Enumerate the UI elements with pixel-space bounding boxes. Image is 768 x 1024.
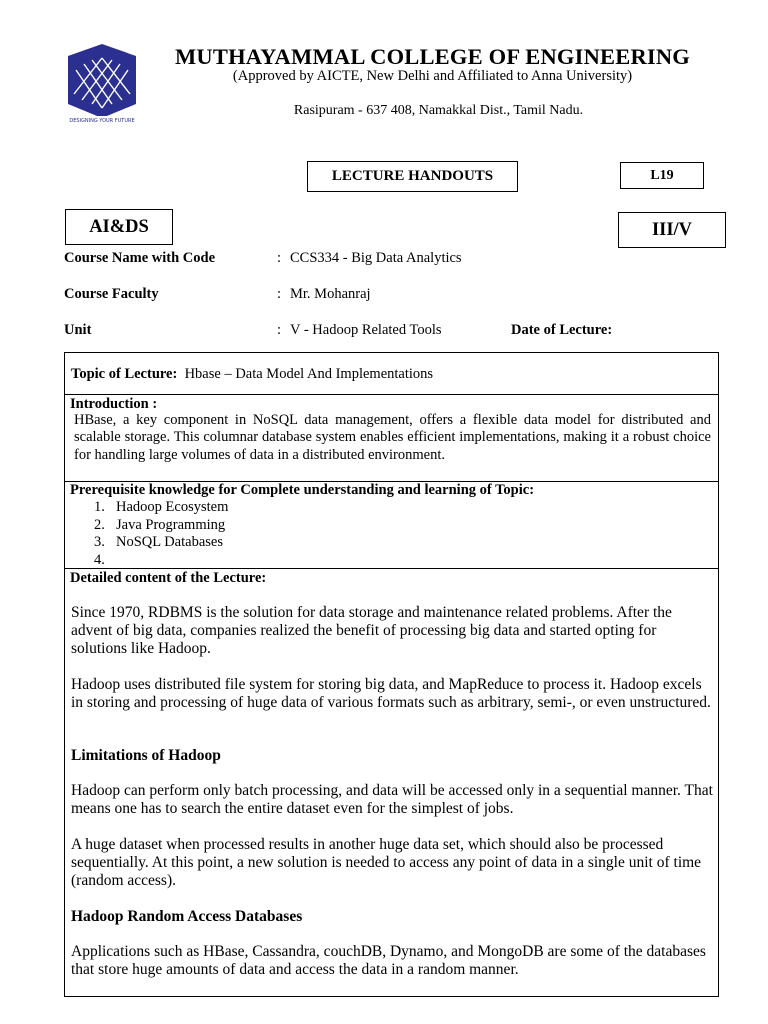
topic-row: [71, 366, 433, 383]
list-item: 4.: [94, 551, 105, 568]
unit-label: Unit: [64, 322, 92, 338]
handout-title-box: LECTURE HANDOUTS: [307, 161, 518, 192]
paragraph-batch: Hadoop can perform only batch processing, and data will be accessed only in a sequential manner. That means one has to search the entire dataset even for the simplest of jobs.: [71, 782, 713, 817]
prerequisite-label: Prerequisite knowledge for Complete understanding and learning of Topic:: [70, 482, 535, 498]
heading-random-access-dbs: Hadoop Random Access Databases: [71, 908, 303, 925]
list-item: 2. Java Programming: [94, 516, 226, 533]
department-box: AI&DS: [65, 209, 173, 245]
paragraph-random-access: A huge dataset when processed results in another huge data set, which should also be processed sequentially. At this point, a new solution is needed to access any point of data in a single unit of time (random access).: [71, 836, 702, 889]
topic-label: Topic of Lecture:: [71, 366, 178, 382]
year-semester-box: III/V: [618, 212, 726, 248]
course-faculty-colon: :: [277, 286, 282, 302]
paragraph-rdbms: Since 1970, RDBMS is the solution for data storage and maintenance related problems. After the advent of big data, companies realized the benefit of processing big data and started opting for solutions like Hadoop.: [71, 604, 672, 657]
course-faculty-label: Course Faculty: [64, 286, 159, 302]
detailed-content-label: Detailed content of the Lecture:: [70, 570, 267, 586]
list-item: 3. NoSQL Databases: [94, 534, 223, 551]
unit-colon: :: [277, 322, 282, 338]
college-name: MUTHAYAMMAL COLLEGE OF ENGINEERING: [175, 44, 690, 69]
introduction-label: Introduction :: [70, 396, 158, 412]
divider: [64, 394, 719, 395]
prerequisite-list: [70, 499, 228, 569]
heading-limitations: Limitations of Hadoop: [71, 747, 221, 764]
paragraph-applications: Applications such as HBase, Cassandra, couchDB, Dynamo, and MongoDB are some of the databases that store huge amounts of data and access the data in a random manner.: [71, 943, 706, 978]
date-of-lecture-label: Date of Lecture:: [511, 322, 613, 338]
topic-value: Hbase – Data Model And Implementations: [184, 366, 434, 382]
course-name-label: Course Name with Code: [64, 250, 216, 266]
introduction-text: HBase, a key component in NoSQL data management, offers a flexible data model for distributed and scalable storage. This columnar database system enables efficient implementations, making it a robust choice for handling large volumes of data in a distributed environment.: [74, 412, 711, 463]
unit-value: V - Hadoop Related Tools: [290, 322, 442, 338]
course-faculty-value: Mr. Mohanraj: [290, 286, 371, 302]
paragraph-hadoop: Hadoop uses distributed file system for storing big data, and MapReduce to process it. Hadoop excels in storing and processing of huge data of various formats such as arbitrary, semi-, or even unstructured.: [71, 676, 711, 711]
course-name-colon: :: [277, 250, 282, 266]
lecture-number-box: L19: [620, 162, 704, 189]
college-address: Rasipuram - 637 408, Namakkal Dist., Tamil Nadu.: [293, 103, 584, 118]
course-name-value: CCS334 - Big Data Analytics: [290, 250, 462, 266]
list-item: 1. Hadoop Ecosystem: [94, 499, 229, 515]
college-logo: [66, 42, 138, 124]
logo-tagline: DESIGNING YOUR FUTURE: [69, 118, 135, 124]
approval-text: (Approved by AICTE, New Delhi and Affiliated to Anna University): [232, 68, 633, 84]
